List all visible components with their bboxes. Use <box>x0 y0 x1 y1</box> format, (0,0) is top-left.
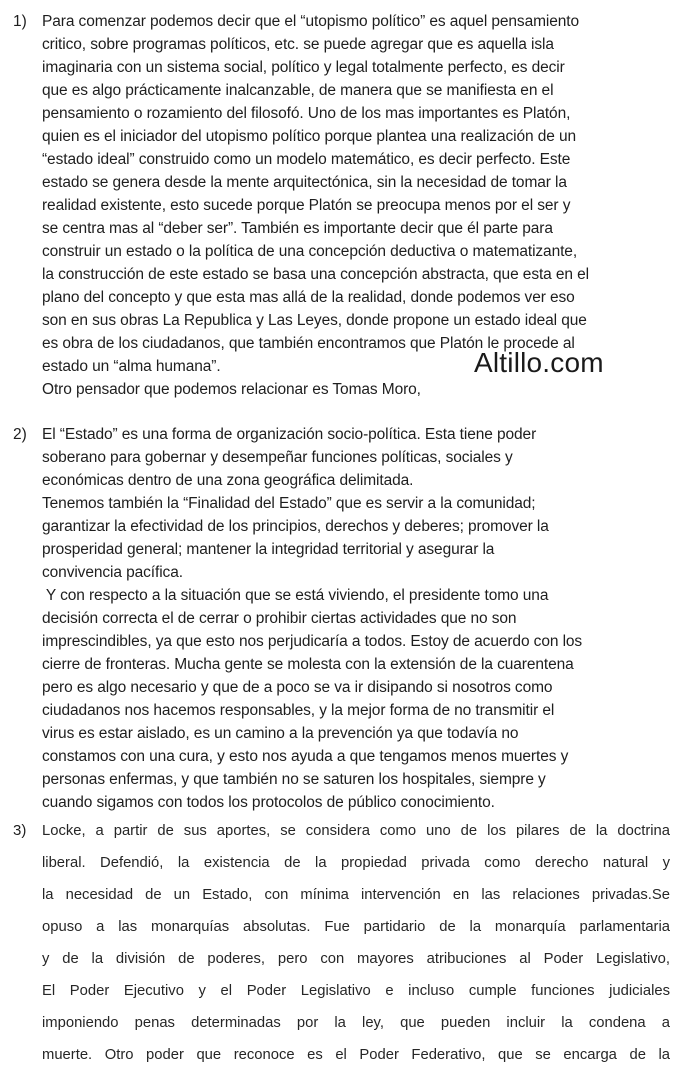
text-line: soberano para gobernar y desempeñar funciones políticas, sociales y <box>42 449 513 466</box>
paragraph-2-text <box>42 423 685 814</box>
text-line: “estado ideal” construido como un modelo matemático, es decir perfecto. Este <box>42 151 571 168</box>
text-line: liberal. Defendió, la existencia de la propiedad privada como derecho natural y <box>42 855 670 871</box>
text-line: construir un estado o la política de una concepción deductiva o matematizante, <box>42 243 578 260</box>
text-line: estado un “alma humana”. <box>42 358 221 375</box>
text-line: que es algo prácticamente inalcanzable, de manera que se manifiesta en el <box>42 82 554 99</box>
text-line: y de la división de poderes, pero con mayores atribuciones al Poder Legislativo, <box>42 951 670 967</box>
text-line: Otro pensador que podemos relacionar es Tomas Moro, <box>42 381 421 398</box>
text-line: Tenemos también la “Finalidad del Estado” que es servir a la comunidad; <box>42 495 536 512</box>
text-line: critico, sobre programas políticos, etc. se puede agregar que es aquella isla <box>42 36 554 53</box>
altillo-watermark: Altillo.com <box>474 347 604 378</box>
text-line: la construcción de este estado se basa una concepción abstracta, que esta en el <box>42 266 590 283</box>
numbered-paragraph-3 <box>13 815 685 1071</box>
text-line: son en sus obras La Republica y Las Leyes, donde propone un estado ideal que <box>42 312 587 329</box>
text-line: cierre de fronteras. Mucha gente se molesta con la extensión de la cuarentena <box>42 656 574 673</box>
list-number-1: 1) <box>13 13 27 30</box>
text-line: virus es estar aislado, es un camino a la prevención ya que todavía no <box>42 725 519 742</box>
text-line: económicas dentro de una zona geográfica delimitada. <box>42 472 414 489</box>
text-line: es obra de los ciudadanos, que también encontramos que Platón le procede al <box>42 335 575 352</box>
text-line: Para comenzar podemos decir que el “utopismo político” es aquel pensamiento <box>42 13 580 30</box>
text-line: pero es algo necesario y que de a poco se va ir disipando si nosotros como <box>42 679 553 696</box>
list-number-3: 3) <box>13 822 27 839</box>
text-line: realidad existente, esto sucede porque Platón se preocupa menos por el ser y <box>42 197 571 214</box>
text-line: ciudadanos nos hacemos responsables, y la mejor forma de no transmitir el <box>42 702 555 719</box>
paragraph-3-text <box>42 815 685 1071</box>
text-line: El “Estado” es una forma de organización socio-política. Esta tiene poder <box>42 426 537 443</box>
text-line: muerte. Otro poder que reconoce es el Poder Federativo, que se encarga de la <box>42 1047 670 1063</box>
text-line: quien es el iniciador del utopismo político porque plantea una realización de un <box>42 128 577 145</box>
text-line: imprescindibles, ya que esto nos perjudicaría a todos. Estoy de acuerdo con los <box>42 633 583 650</box>
numbered-paragraph-1 <box>13 10 685 401</box>
text-line: la necesidad de un Estado, con mínima intervención en las relaciones privadas.Se <box>42 887 670 903</box>
text-line: plano del concepto y que esta mas allá de la realidad, donde podemos ver eso <box>42 289 575 306</box>
numbered-paragraph-2 <box>13 423 685 814</box>
text-line: El Poder Ejecutivo y el Poder Legislativo e incluso cumple funciones judiciales <box>42 983 670 999</box>
list-number-2: 2) <box>13 426 27 443</box>
text-line: imponiendo penas determinadas por la ley, que pueden incluir la condena a <box>42 1015 670 1031</box>
text-line: se centra mas al “deber ser”. También es importante decir que él parte para <box>42 220 553 237</box>
text-line: Y con respecto a la situación que se está viviendo, el presidente tomo una <box>42 587 549 604</box>
text-line: decisión correcta el de cerrar o prohibir ciertas actividades que no son <box>42 610 517 627</box>
text-line: estado se genera desde la mente arquitectónica, sin la necesidad de tomar la <box>42 174 567 191</box>
text-line: cuando sigamos con todos los protocolos de público conocimiento. <box>42 794 495 811</box>
text-line: constamos con una cura, y esto nos ayuda a que tengamos menos muertes y <box>42 748 569 765</box>
text-line: imaginaria con un sistema social, político y legal totalmente perfecto, es decir <box>42 59 565 76</box>
text-line: garantizar la efectividad de los principios, derechos y deberes; promover la <box>42 518 549 535</box>
text-line: convivencia pacífica. <box>42 564 183 581</box>
text-line: personas enfermas, y que también no se saturen los hospitales, siempre y <box>42 771 546 788</box>
text-line: prosperidad general; mantener la integridad territorial y asegurar la <box>42 541 495 558</box>
text-line: Locke, a partir de sus aportes, se considera como uno de los pilares de la doctrina <box>42 823 670 839</box>
text-line: opuso a las monarquías absolutas. Fue partidario de la monarquía parlamentaria <box>42 919 670 935</box>
text-line: pensamiento o rozamiento del filosofó. Uno de los mas importantes es Platón, <box>42 105 571 122</box>
paragraph-1-text <box>42 10 685 401</box>
